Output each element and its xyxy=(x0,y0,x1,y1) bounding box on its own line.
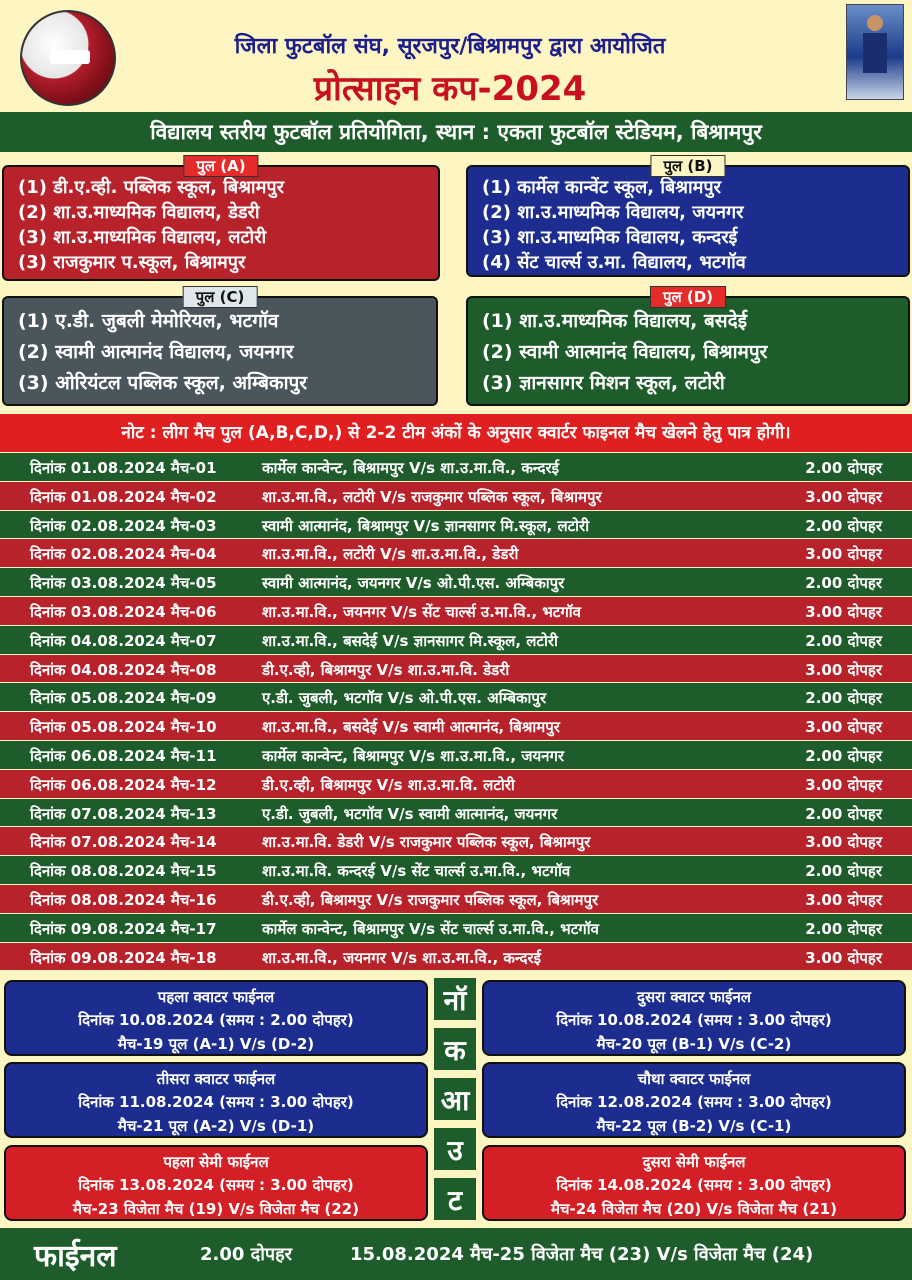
quarter-final-1 xyxy=(4,980,428,1056)
ko-match: मैच-24 विजेता मैच (20) V/s विजेता मैच (21) xyxy=(551,1200,837,1218)
fixture-row xyxy=(0,943,912,972)
quarter-final-4 xyxy=(482,1062,906,1138)
pool-team: (1) शा.उ.माध्यमिक विद्यालय, बसदेई xyxy=(482,310,748,332)
fixture-time: 3.00 दोपहर xyxy=(805,545,882,564)
ko-match: मैच-20 पूल (B-1) V/s (C-2) xyxy=(596,1035,792,1053)
fixture-match: शा.उ.मा.वि. कन्दरई V/s सेंट चार्ल्स उ.मा.वि., भटगॉव xyxy=(262,862,571,881)
fixture-date: दिनांक 04.08.2024 मैच-07 xyxy=(30,631,217,650)
fixture-date: दिनांक 09.08.2024 मैच-18 xyxy=(30,948,217,967)
fixture-time: 3.00 दोपहर xyxy=(805,602,882,621)
fixture-row xyxy=(0,770,912,799)
fixture-match: कार्मेल कान्वेन्ट, बिश्रामपुर V/s शा.उ.मा.वि., कन्दरई xyxy=(262,459,559,477)
pool-team: (3) राजकुमार प.स्कूल, बिश्रामपुर xyxy=(18,252,246,273)
fixture-time: 2.00 दोपहर xyxy=(805,574,882,593)
fixture-date: दिनांक 09.08.2024 मैच-17 xyxy=(30,919,217,938)
organizer-text: जिला फुटबॉल संघ, सूरजपुर/बिश्रामपुर द्वारा आयोजित xyxy=(234,34,666,59)
final-label: फाईनल xyxy=(34,1239,117,1274)
fixture-date: दिनांक 08.08.2024 मैच-16 xyxy=(30,890,217,909)
fixture-row xyxy=(0,597,912,626)
ko-title: चौथा क्वाटर फाईनल xyxy=(637,1070,751,1088)
fixture-date: दिनांक 01.08.2024 मैच-01 xyxy=(30,459,217,477)
pool-c-box xyxy=(2,288,438,406)
fixture-row xyxy=(0,856,912,885)
semi-final-2 xyxy=(482,1145,906,1221)
pool-team: (1) ए.डी. जुबली मेमोरियल, भटगॉव xyxy=(18,310,279,332)
fixture-match: डी.ए.व्ही, बिश्रामपुर V/s शा.उ.मा.वि. डेडरी xyxy=(262,660,510,679)
fixture-match: कार्मेल कान्वेन्ट, बिश्रामपुर V/s शा.उ.मा.वि., जयनगर xyxy=(262,746,565,765)
fixture-time: 3.00 दोपहर xyxy=(805,775,882,794)
fixture-row xyxy=(0,683,912,712)
player-photo xyxy=(846,4,904,100)
pool-team: (1) कार्मेल कान्वेंट स्कूल, बिश्रामपुर xyxy=(482,177,722,198)
fixture-match: कार्मेल कान्वेन्ट, बिश्रामपुर V/s सेंट चार्ल्स उ.मा.वि., भटगॉव xyxy=(262,919,599,938)
fixture-time: 2.00 दोपहर xyxy=(805,689,882,708)
ko-match: मैच-22 पूल (B-2) V/s (C-1) xyxy=(596,1117,792,1135)
fixture-time: 3.00 दोपहर xyxy=(805,487,882,506)
final-banner xyxy=(0,1228,912,1280)
fixture-match: स्वामी आत्मानंद, जयनगर V/s ओ.पी.एस. अम्बिकापुर xyxy=(262,574,565,593)
ko-date: दिनांक 10.08.2024 (समय : 3.00 दोपहर) xyxy=(556,1011,832,1029)
fixture-row xyxy=(0,568,912,597)
fixture-date: दिनांक 05.08.2024 मैच-10 xyxy=(30,718,217,737)
ko-date: दिनांक 13.08.2024 (समय : 3.00 दोपहर) xyxy=(78,1176,354,1194)
fixture-time: 3.00 दोपहर xyxy=(805,718,882,737)
header xyxy=(0,0,912,110)
ko-date: दिनांक 12.08.2024 (समय : 3.00 दोपहर) xyxy=(556,1093,832,1111)
pool-team: (3) शा.उ.माध्यमिक विद्यालय, लटोरी xyxy=(18,227,267,248)
fixture-date: दिनांक 04.08.2024 मैच-08 xyxy=(30,660,217,679)
fixture-match: ए.डी. जुबली, भटगॉव V/s स्वामी आत्मानंद, जयनगर xyxy=(262,804,558,823)
ko-title: दुसरा सेमी फाईनल xyxy=(642,1153,746,1171)
football-icon xyxy=(20,10,116,106)
fixture-time: 2.00 दोपहर xyxy=(805,746,882,765)
fixture-date: दिनांक 02.08.2024 मैच-03 xyxy=(30,516,217,535)
ko-date: दिनांक 11.08.2024 (समय : 3.00 दोपहर) xyxy=(78,1093,354,1111)
pool-team: (2) स्वामी आत्मानंद विद्यालय, बिश्रामपुर xyxy=(482,341,768,363)
fixture-time: 3.00 दोपहर xyxy=(805,660,882,679)
fixture-time: 2.00 दोपहर xyxy=(805,804,882,823)
quarter-final-2 xyxy=(482,980,906,1056)
fixture-match: शा.उ.मा.वि., जयनगर V/s सेंट चार्ल्स उ.मा.वि., भटगॉव xyxy=(262,602,582,621)
knockout-letter: ट xyxy=(432,1176,478,1222)
fixture-row xyxy=(0,885,912,914)
pool-b-label: पुल (B) xyxy=(650,155,725,177)
fixture-match: शा.उ.मा.वि., लटोरी V/s शा.उ.मा.वि., डेडरी xyxy=(262,545,519,564)
fixture-row xyxy=(0,453,912,482)
fixture-match: शा.उ.मा.वि., लटोरी V/s राजकुमार पब्लिक स्कूल, बिश्रामपुर xyxy=(262,487,602,506)
fixture-match: स्वामी आत्मानंद, बिश्रामपुर V/s ज्ञानसागर मि.स्कूल, लटोरी xyxy=(262,516,590,535)
knockout-letter: आ xyxy=(432,1076,478,1122)
fixture-row xyxy=(0,511,912,540)
fixture-date: दिनांक 08.08.2024 मैच-15 xyxy=(30,862,217,881)
fixture-date: दिनांक 07.08.2024 मैच-14 xyxy=(30,833,217,852)
pool-team: (3) शा.उ.माध्यमिक विद्यालय, कन्दरई xyxy=(482,227,738,248)
fixture-date: दिनांक 07.08.2024 मैच-13 xyxy=(30,804,217,823)
fixture-time: 3.00 दोपहर xyxy=(805,833,882,852)
pool-a-label: पुल (A) xyxy=(183,155,258,177)
fixture-date: दिनांक 06.08.2024 मैच-12 xyxy=(30,775,217,794)
final-match: 15.08.2024 मैच-25 विजेता मैच (23) V/s विजेता मैच (24) xyxy=(350,1244,814,1265)
ko-title: तीसरा क्वाटर फाईनल xyxy=(156,1070,276,1088)
fixture-match: ए.डी. जुबली, भटगॉव V/s ओ.पी.एस. अम्बिकापुर xyxy=(262,689,547,708)
fixture-row xyxy=(0,655,912,684)
fixture-match: शा.उ.मा.वि., जयनगर V/s शा.उ.मा.वि., कन्दरई xyxy=(262,948,542,967)
fixture-date: दिनांक 06.08.2024 मैच-11 xyxy=(30,746,217,765)
fixture-time: 2.00 दोपहर xyxy=(805,862,882,881)
pool-team: (1) डी.ए.व्ही. पब्लिक स्कूल, बिश्रामपुर xyxy=(18,177,284,198)
pool-team: (2) शा.उ.माध्यमिक विद्यालय, जयनगर xyxy=(482,202,744,223)
ko-title: पहला क्वाटर फाईनल xyxy=(157,988,275,1006)
pool-c-label: पुल (C) xyxy=(183,286,258,308)
page-title: प्रोत्साहन कप-2024 xyxy=(313,69,587,109)
pool-team: (2) शा.उ.माध्यमिक विद्यालय, डेडरी xyxy=(18,202,260,223)
ko-match: मैच-23 विजेता मैच (19) V/s विजेता मैच (22) xyxy=(73,1200,359,1218)
semi-final-1 xyxy=(4,1145,428,1221)
ko-match: मैच-19 पूल (A-1) V/s (D-2) xyxy=(117,1035,315,1053)
pool-d-box xyxy=(466,288,910,406)
pool-team: (4) सेंट चार्ल्स उ.मा. विद्यालय, भटगॉव xyxy=(482,252,746,273)
fixture-time: 3.00 दोपहर xyxy=(805,890,882,909)
fixture-match: डी.ए.व्ही, बिश्रामपुर V/s राजकुमार पब्लिक स्कूल, बिश्रामपुर xyxy=(262,890,599,909)
knockout-vertical-label xyxy=(432,976,478,1224)
pool-team: (3) ओरियंटल पब्लिक स्कूल, अम्बिकापुर xyxy=(18,372,308,394)
fixture-time: 2.00 दोपहर xyxy=(805,631,882,650)
fixture-date: दिनांक 03.08.2024 मैच-06 xyxy=(30,602,217,621)
fixture-match: शा.उ.मा.वि., बसदेई V/s ज्ञानसागर मि.स्कूल, लटोरी xyxy=(262,631,558,650)
ko-title: दुसरा क्वाटर फाईनल xyxy=(637,988,751,1006)
ko-match: मैच-21 पूल (A-2) V/s (D-1) xyxy=(117,1117,315,1135)
fixture-row xyxy=(0,799,912,828)
fixture-match: शा.उ.मा.वि. डेडरी V/s राजकुमार पब्लिक स्कूल, बिश्रामपुर xyxy=(262,833,591,852)
fixture-row xyxy=(0,712,912,741)
knockout-letter: नॉ xyxy=(432,976,478,1022)
ko-title: पहला सेमी फाईनल xyxy=(163,1153,269,1171)
fixture-match: डी.ए.व्ही, बिश्रामपुर V/s शा.उ.मा.वि. लटोरी xyxy=(262,775,515,794)
pool-d-label: पुल (D) xyxy=(650,286,726,308)
ko-date: दिनांक 14.08.2024 (समय : 3.00 दोपहर) xyxy=(556,1176,832,1194)
pool-b-box xyxy=(466,157,910,277)
final-time: 2.00 दोपहर xyxy=(200,1244,293,1265)
fixture-time: 2.00 दोपहर xyxy=(805,516,882,535)
pool-team: (3) ज्ञानसागर मिशन स्कूल, लटोरी xyxy=(482,372,725,394)
fixture-time: 2.00 दोपहर xyxy=(805,459,882,477)
fixture-row xyxy=(0,914,912,943)
fixture-row xyxy=(0,539,912,568)
fixture-row xyxy=(0,827,912,856)
knockout-letter: क xyxy=(432,1026,478,1072)
quarter-final-3 xyxy=(4,1062,428,1138)
fixture-time: 3.00 दोपहर xyxy=(805,948,882,967)
fixture-row xyxy=(0,626,912,655)
fixture-date: दिनांक 05.08.2024 मैच-09 xyxy=(30,689,217,708)
fixture-date: दिनांक 03.08.2024 मैच-05 xyxy=(30,574,217,593)
pool-team: (2) स्वामी आत्मानंद विद्यालय, जयनगर xyxy=(18,341,294,363)
knockout-letter: उ xyxy=(432,1126,478,1172)
fixture-row xyxy=(0,482,912,511)
venue-banner: विद्यालय स्तरीय फुटबॉल प्रतियोगिता, स्थान : एकता फुटबॉल स्टेडियम, बिश्रामपुर xyxy=(0,112,912,152)
fixture-row xyxy=(0,741,912,770)
fixture-match: शा.उ.मा.वि., बसदेई V/s स्वामी आत्मानंद, बिश्रामपुर xyxy=(262,718,560,737)
league-note: नोट : लीग मैच पुल (A,B,C,D,) से 2-2 टीम अंकों के अनुसार क्वार्टर फाइनल मैच खेलने हेतु पात्र होगी। xyxy=(0,414,912,452)
fixture-table xyxy=(0,453,912,971)
pool-a-box xyxy=(2,157,440,281)
ko-date: दिनांक 10.08.2024 (समय : 2.00 दोपहर) xyxy=(78,1011,354,1029)
fixture-date: दिनांक 01.08.2024 मैच-02 xyxy=(30,487,217,506)
fixture-time: 2.00 दोपहर xyxy=(805,919,882,938)
fixture-date: दिनांक 02.08.2024 मैच-04 xyxy=(30,545,217,564)
